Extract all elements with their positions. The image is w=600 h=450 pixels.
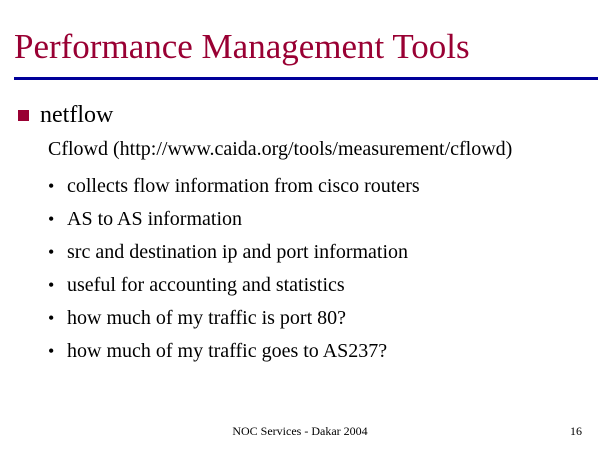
bullet-item bbox=[48, 334, 420, 367]
page-number: 16 bbox=[570, 424, 582, 438]
square-bullet-icon bbox=[18, 110, 29, 121]
bullet-item bbox=[48, 169, 420, 202]
bullet-text: how much of my traffic goes to AS237? bbox=[67, 339, 388, 362]
bullet-dot-icon: • bbox=[48, 175, 55, 196]
footer-event-text: NOC Services - Dakar 2004 bbox=[232, 424, 368, 438]
bullet-text: useful for accounting and statistics bbox=[67, 273, 345, 296]
bullet-list bbox=[48, 169, 420, 367]
main-bullet-item bbox=[18, 99, 113, 131]
bullet-item bbox=[48, 301, 420, 334]
bullet-dot-icon: • bbox=[48, 340, 55, 361]
title-underline bbox=[14, 77, 598, 80]
bullet-text: collects flow information from cisco routers bbox=[67, 174, 420, 197]
bullet-text: src and destination ip and port information bbox=[67, 240, 409, 263]
bullet-item bbox=[48, 202, 420, 235]
bullet-dot-icon: • bbox=[48, 274, 55, 295]
bullet-item bbox=[48, 268, 420, 301]
bullet-dot-icon: • bbox=[48, 307, 55, 328]
bullet-dot-icon: • bbox=[48, 241, 55, 262]
slide-footer bbox=[0, 422, 600, 440]
slide-title: Performance Management Tools bbox=[14, 27, 470, 66]
bullet-text: how much of my traffic is port 80? bbox=[67, 306, 347, 329]
sub-heading-text: Cflowd (http://www.caida.org/tools/measurement/cflowd) bbox=[48, 138, 513, 160]
main-bullet-label: netflow bbox=[40, 102, 114, 128]
bullet-text: AS to AS information bbox=[67, 207, 243, 230]
bullet-dot-icon: • bbox=[48, 208, 55, 229]
bullet-item bbox=[48, 235, 420, 268]
